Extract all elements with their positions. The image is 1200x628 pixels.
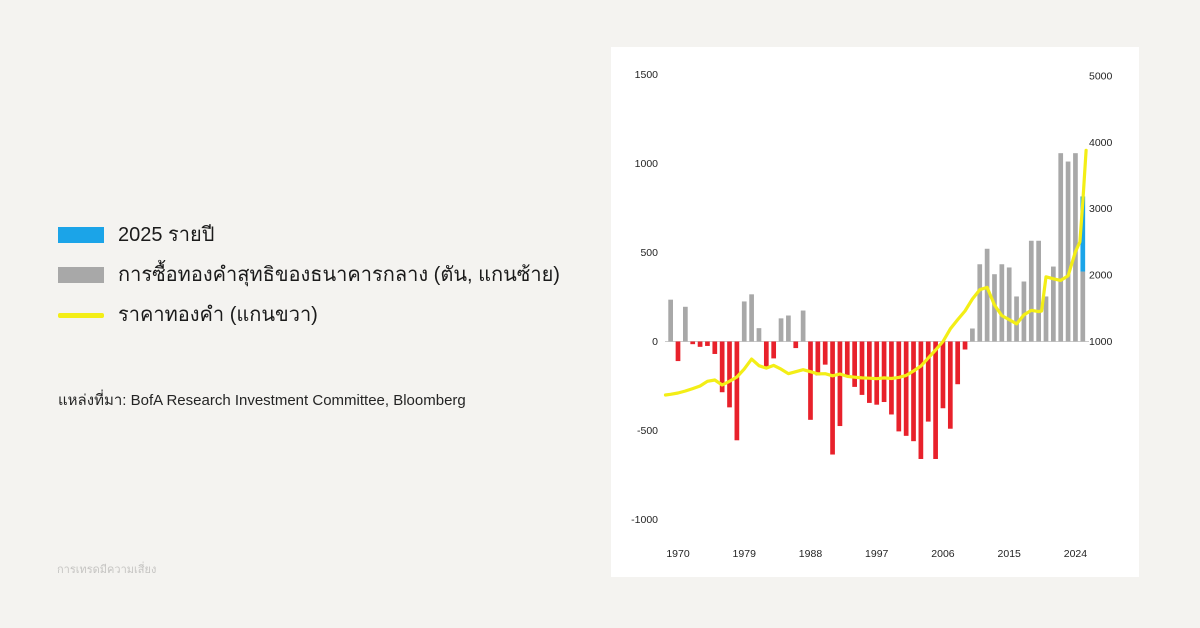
bar-1969	[668, 300, 673, 342]
disclaimer-note: การเทรดมีความเสี่ยง	[57, 564, 157, 576]
bar-1986	[793, 342, 798, 349]
x-axis-tick-1988: 1988	[798, 548, 823, 560]
legend-label-2025-annualized: 2025 รายปี	[118, 224, 215, 246]
bar-2008	[955, 342, 960, 385]
x-axis-tick-2006: 2006	[931, 548, 955, 560]
bar-1972	[690, 342, 695, 345]
bar-1981	[757, 328, 762, 341]
bar-2014	[999, 264, 1004, 341]
bar-2010	[970, 329, 975, 342]
chart-panel	[611, 47, 1139, 577]
bar-1980	[749, 294, 754, 341]
bar-1993	[845, 342, 850, 376]
bar-1982	[764, 342, 769, 369]
legend	[58, 215, 560, 335]
legend-label-net-purchases: การซื้อทองคำสุทธิของธนาคารกลาง (ตัน, แกนซ้าย)	[118, 264, 560, 286]
bar-2015	[1007, 267, 1012, 341]
bar-1987	[801, 311, 806, 342]
bar-1994	[852, 342, 857, 387]
left-axis-tick--500: -500	[636, 425, 658, 437]
right-axis-tick-1000: 1000	[1089, 336, 1113, 348]
yellow-line-swatch	[58, 313, 104, 318]
bar-1998	[882, 342, 887, 403]
bar-2016	[1014, 296, 1019, 341]
bar-2023	[1066, 162, 1071, 342]
bar-1970	[676, 342, 681, 362]
bar-1996	[867, 342, 872, 403]
bar-2019	[1036, 241, 1041, 342]
legend-item-gold-price	[58, 295, 560, 335]
bar-2006	[941, 342, 946, 409]
bar-2002	[911, 342, 916, 442]
bar-1979	[742, 301, 747, 341]
bar-2000	[896, 342, 901, 432]
bar-2004	[926, 342, 931, 422]
x-axis-tick-1979: 1979	[732, 548, 756, 560]
bar-2003	[919, 342, 924, 459]
bar-1997	[874, 342, 879, 405]
bar-1975	[712, 342, 717, 354]
bar-1973	[698, 342, 703, 347]
bar-1991	[830, 342, 835, 455]
bar-2007	[948, 342, 953, 429]
bar-1978	[735, 342, 740, 441]
x-axis-tick-2015: 2015	[997, 548, 1021, 560]
left-axis-tick-1500: 1500	[634, 69, 658, 81]
bar-1992	[838, 342, 843, 427]
source-note: แหล่งที่มา: BofA Research Investment Committee, Bloomberg	[58, 392, 466, 409]
bar-1985	[786, 316, 791, 342]
left-axis-tick-1000: 1000	[634, 158, 658, 170]
bar-2025	[1080, 272, 1085, 342]
left-axis-tick--1000: -1000	[631, 514, 658, 526]
left-axis-tick-500: 500	[640, 247, 658, 259]
bar-1988	[808, 342, 813, 420]
legend-item-net-purchases	[58, 255, 560, 295]
bar-2001	[904, 342, 909, 436]
x-axis-tick-1997: 1997	[865, 548, 889, 560]
blue-bar-swatch	[58, 227, 104, 243]
right-axis-tick-5000: 5000	[1089, 70, 1113, 83]
bar-2009	[963, 342, 968, 350]
bar-2005	[933, 342, 938, 459]
x-axis-tick-2024: 2024	[1063, 548, 1088, 560]
right-axis-tick-4000: 4000	[1089, 136, 1113, 149]
bar-1984	[779, 318, 784, 341]
bar-1983	[771, 342, 776, 359]
right-axis-tick-3000: 3000	[1089, 203, 1113, 216]
bar-1995	[860, 342, 865, 395]
gray-bar-swatch	[58, 267, 104, 283]
left-axis-tick-0: 0	[652, 336, 658, 348]
bar-2020	[1044, 296, 1049, 341]
bar-1989	[815, 342, 820, 376]
legend-label-gold-price: ราคาทองคำ (แกนขวา)	[118, 304, 318, 326]
legend-item-2025-annualized	[58, 215, 560, 255]
right-axis-tick-2000: 2000	[1089, 269, 1113, 282]
bar-1974	[705, 342, 710, 346]
x-axis-tick-1970: 1970	[666, 548, 690, 560]
bar-1990	[823, 342, 828, 365]
bar-1977	[727, 342, 732, 408]
gold-purchases-chart	[611, 47, 1139, 577]
bar-2017	[1022, 282, 1027, 342]
bar-1971	[683, 307, 688, 342]
bar-2018	[1029, 241, 1034, 342]
bar-2011	[977, 264, 982, 341]
bar-2022	[1058, 153, 1063, 341]
